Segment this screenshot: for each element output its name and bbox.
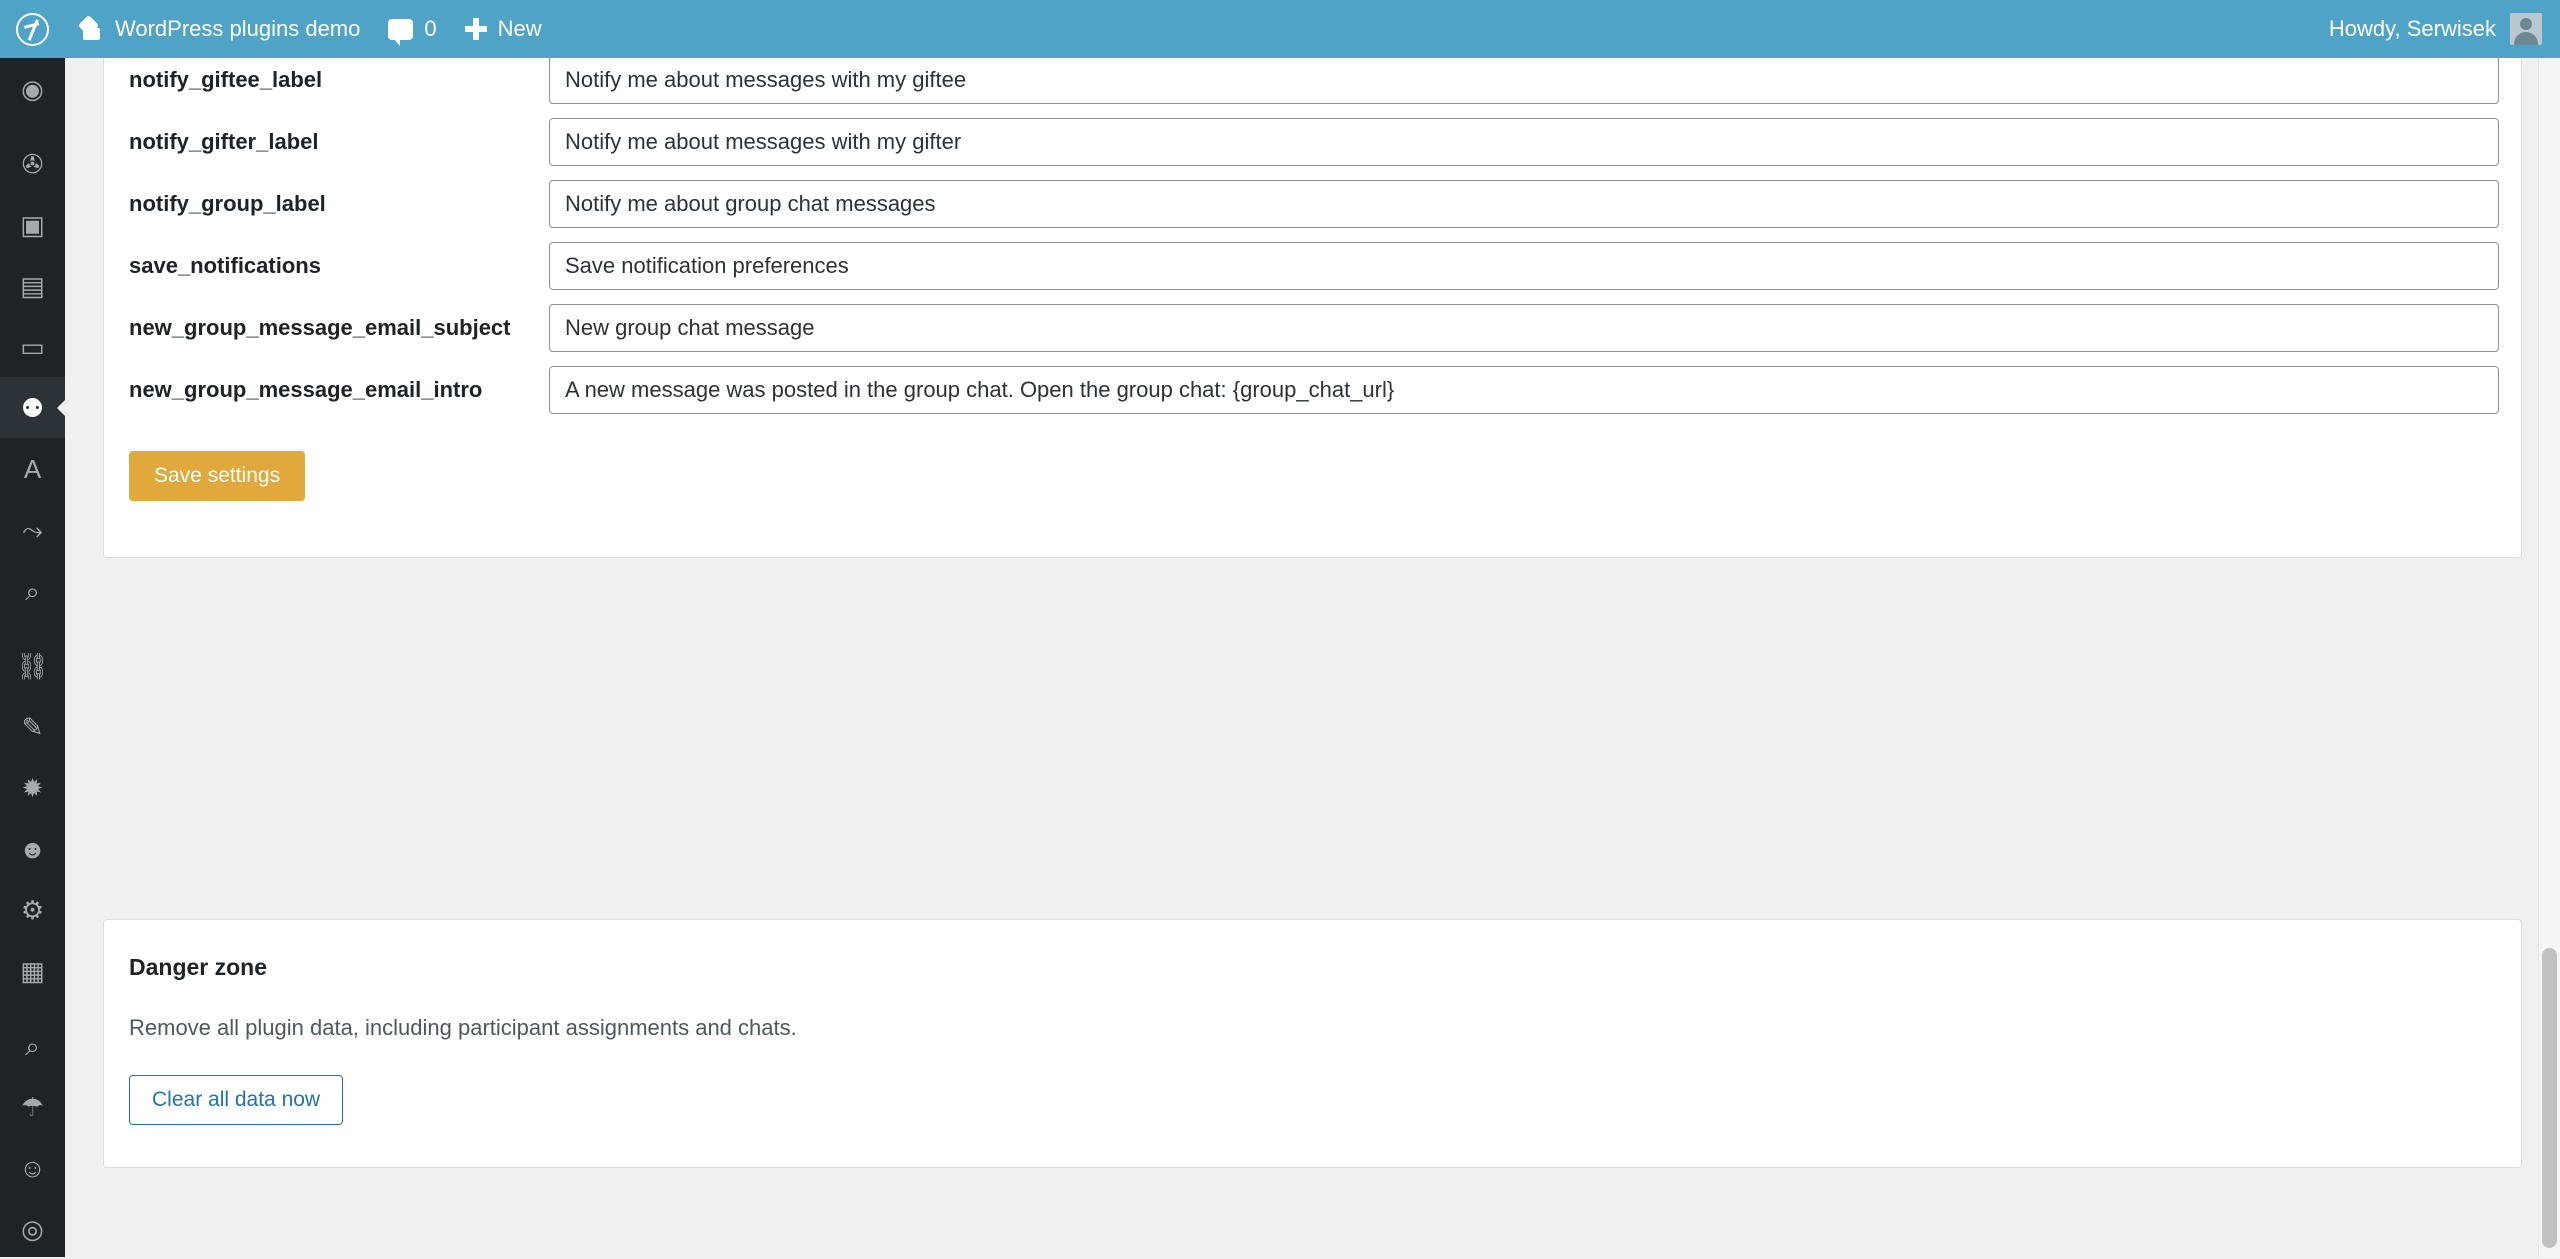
pages-icon: ▤ — [20, 270, 45, 301]
input-save-notifications[interactable] — [549, 242, 2499, 290]
sidebar-item-security[interactable] — [0, 1076, 65, 1137]
site-title: WordPress plugins demo — [115, 16, 361, 41]
site-name-menu[interactable] — [65, 0, 374, 58]
shield-icon: ☂ — [20, 1091, 45, 1122]
media-icon: ▣ — [20, 209, 45, 240]
menu-separator — [0, 1001, 65, 1015]
vertical-scrollbar[interactable] — [2538, 58, 2560, 1257]
input-notify-giftee-label[interactable] — [549, 58, 2499, 104]
letter-a-icon: A — [23, 453, 42, 484]
input-new-group-message-email-intro[interactable] — [549, 366, 2499, 414]
sidebar-item-appearance[interactable] — [0, 696, 65, 757]
sidebar-item-comments[interactable] — [0, 316, 65, 377]
field-row — [126, 58, 2499, 111]
play-circle-icon: ◎ — [21, 1213, 44, 1244]
groups-icon: ⚉ — [20, 392, 45, 423]
field-row — [126, 235, 2499, 297]
clear-all-data-button[interactable]: Clear all data now — [129, 1075, 343, 1125]
input-new-group-message-email-subject[interactable] — [549, 304, 2499, 352]
sidebar-item-links[interactable] — [0, 635, 65, 696]
wordpress-logo-icon — [16, 13, 49, 46]
user-icon: ☻ — [18, 833, 47, 864]
home-icon — [79, 18, 104, 40]
sidebar-item-dashboard[interactable] — [0, 58, 65, 119]
search-icon: ⌕ — [25, 575, 40, 606]
danger-zone-title: Danger zone — [129, 954, 268, 980]
input-notify-gifter-label[interactable] — [549, 118, 2499, 166]
save-settings-button[interactable]: Save settings — [129, 451, 305, 501]
settings-card — [103, 58, 2522, 558]
sidebar-item-pages[interactable] — [0, 255, 65, 316]
comments-count: 0 — [424, 16, 437, 41]
field-label-new-group-message-email-intro: new_group_message_email_intro — [129, 377, 483, 402]
avatar — [2510, 13, 2542, 45]
share-icon: ⤳ — [22, 514, 43, 545]
field-row — [126, 297, 2499, 359]
sidebar-item-posts[interactable] — [0, 133, 65, 194]
danger-zone-card — [103, 919, 2522, 1168]
plugin-icon: ✹ — [21, 772, 44, 803]
howdy-label: Howdy, Serwisek — [2328, 16, 2496, 41]
sidebar-item-share[interactable] — [0, 499, 65, 560]
brush-icon: ✎ — [21, 711, 44, 742]
sidebar-item-player[interactable] — [0, 1198, 65, 1259]
wrench-icon: ⚙ — [20, 894, 45, 925]
comments-menu[interactable] — [374, 0, 450, 58]
grid-icon: ▦ — [20, 955, 45, 986]
dashboard-icon: ◉ — [21, 73, 44, 104]
wordpress-logo-button[interactable] — [0, 0, 65, 58]
scrollbar-thumb[interactable] — [2542, 948, 2557, 1248]
sidebar-item-typography[interactable] — [0, 438, 65, 499]
field-label-new-group-message-email-subject: new_group_message_email_subject — [129, 315, 511, 340]
plus-icon — [465, 18, 487, 40]
input-notify-group-label[interactable] — [549, 180, 2499, 228]
person-icon: ☺ — [19, 1152, 46, 1183]
field-row — [126, 359, 2499, 421]
search-icon: ⌕ — [25, 1030, 40, 1061]
admin-sidebar-menu — [0, 58, 65, 1257]
sidebar-item-tools[interactable] — [0, 879, 65, 940]
new-content-menu[interactable] — [451, 0, 556, 58]
sidebar-item-groups[interactable] — [0, 377, 65, 438]
sidebar-item-profile[interactable] — [0, 1137, 65, 1198]
field-label-save-notifications: save_notifications — [129, 253, 321, 278]
admin-bar — [0, 0, 2560, 58]
new-label: New — [497, 16, 542, 41]
sidebar-item-media[interactable] — [0, 194, 65, 255]
pin-icon: ✇ — [21, 148, 44, 179]
field-label-notify-group: notify_group_label — [129, 191, 326, 216]
field-label-notify-giftee: notify_giftee_label — [129, 67, 323, 92]
field-label-notify-gifter: notify_gifter_label — [129, 129, 319, 154]
sidebar-item-plugins[interactable] — [0, 757, 65, 818]
menu-separator — [0, 621, 65, 635]
menu-separator — [0, 119, 65, 133]
field-row — [126, 173, 2499, 235]
comment-bubble-icon — [388, 19, 413, 40]
sidebar-item-settings[interactable] — [0, 940, 65, 1001]
comments-icon: ▭ — [20, 331, 45, 362]
link-icon: ⛓ — [15, 650, 49, 681]
danger-zone-description: Remove all plugin data, including participant assignments and chats. — [129, 1015, 797, 1040]
my-account-menu[interactable] — [2329, 0, 2560, 58]
sidebar-item-seo[interactable] — [0, 560, 65, 621]
sidebar-item-users[interactable] — [0, 818, 65, 879]
field-row — [126, 111, 2499, 173]
sidebar-item-search-plugin[interactable] — [0, 1015, 65, 1076]
admin-content-area — [65, 58, 2560, 1257]
